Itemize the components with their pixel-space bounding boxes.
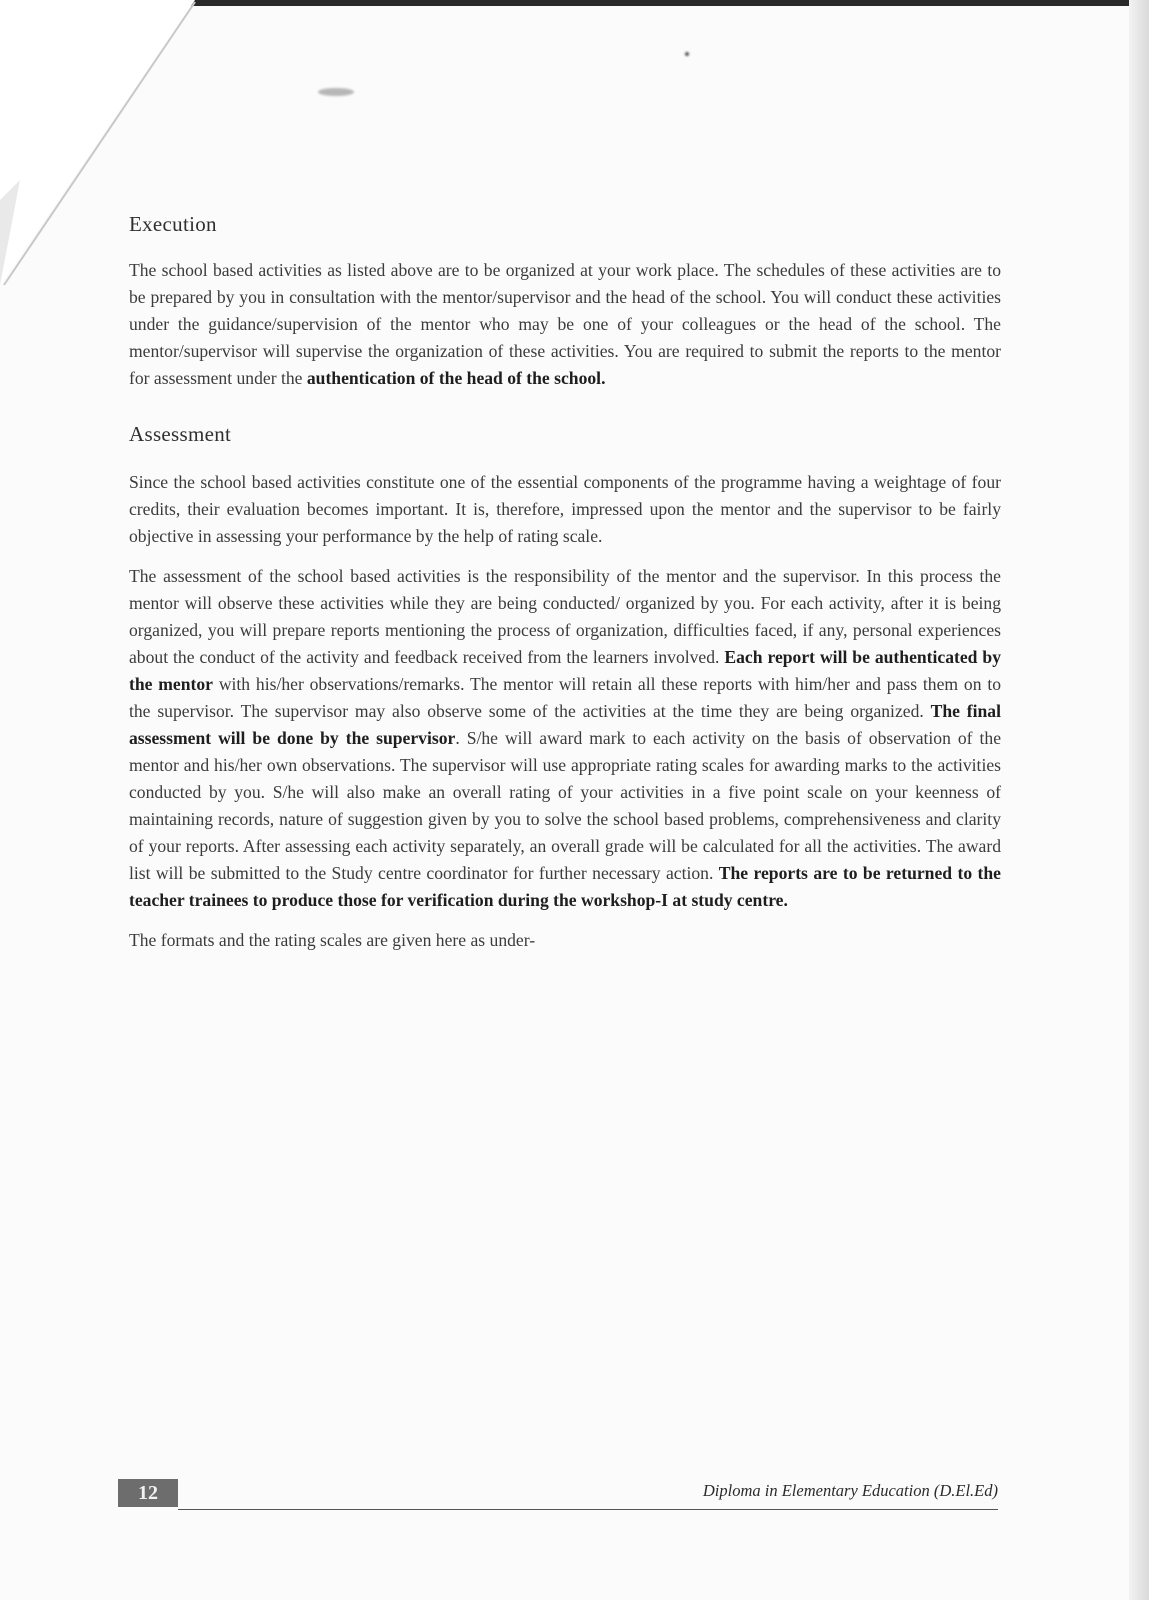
footer-title: Diploma in Elementary Education (D.El.Ed) [702,1481,998,1500]
assessment-text-c: with his/her observations/remarks. The mentor will retain all these reports with him/her and pass them on to the supervisor. The supervisor may also observe some of the activities at the time they are being organized. [129,674,1002,721]
assessment-heading: Assessment [129,422,232,446]
assessment-paragraph-2 [129,563,1001,914]
assessment-bold-supervisor: The final assessment will be done by the supervisor [129,701,1001,748]
scan-dot [685,52,689,56]
scan-smudge [318,88,354,96]
assessment-paragraph-3: The formats and the rating scales are given here as under- [129,930,536,950]
footer-rule [178,1509,998,1510]
scan-right-edge [1129,0,1149,1600]
assessment-bold-reports: The reports are to be returned to the teacher trainees to produce those for verification during the workshop-I at study centre. [129,863,1001,910]
execution-paragraph [129,257,1001,392]
assessment-bold-mentor: Each report will be authenticated by the mentor [129,647,1002,694]
page-footer [118,1477,998,1511]
page-content [129,212,1001,954]
assessment-text-a: The assessment of the school based activities is the responsibility of the mentor and the supervisor. In this process the mentor will observe these activities while they are being conducted/ organized by you. For each activity, after it is being organized, you will prepare reports mentioning the process of organization, difficulties faced, if any, personal experiences about the conduct of the activity and feedback received from the learners involved. [129,566,1001,667]
execution-bold-text: authentication of the head of the school. [306,368,606,388]
assessment-paragraph-1: Since the school based activities constitute one of the essential components of the programme having a weightage of four credits, their evaluation becomes important. It is, therefore, impressed upon the mentor and the supervisor to be fairly objective in assessing your performance by the help of rating scale. [129,472,1001,546]
assessment-text-d: . S/he will award mark to each activity on the basis of observation of the mentor and his/her own observations. The supervisor will use appropriate rating scales for awarding marks to the activities conducted by you. S/he will also make an overall rating of your activities in a five point scale on your keenness of maintaining records, nature of suggestion given by you to solve the school based problems, comprehensiveness and clarity of your reports. After assessing each activity separately, an overall grade will be calculated for all the activities. The award list will be submitted to the Study centre coordinator for further necessary action. [129,728,1001,883]
page-number: 12 [118,1479,178,1507]
execution-text: The school based activities as listed above are to be organized at your work place. The schedules of these activities are to be prepared by you in consultation with the mentor/supervisor and the head of the school. You will conduct these activities under the guidance/supervision of the mentor who may be one of your colleagues or the head of the school. The mentor/supervisor will supervise the organization of these activities. You are required to submit the reports to the mentor for assessment under the [129,260,1001,388]
execution-heading: Execution [129,212,217,236]
